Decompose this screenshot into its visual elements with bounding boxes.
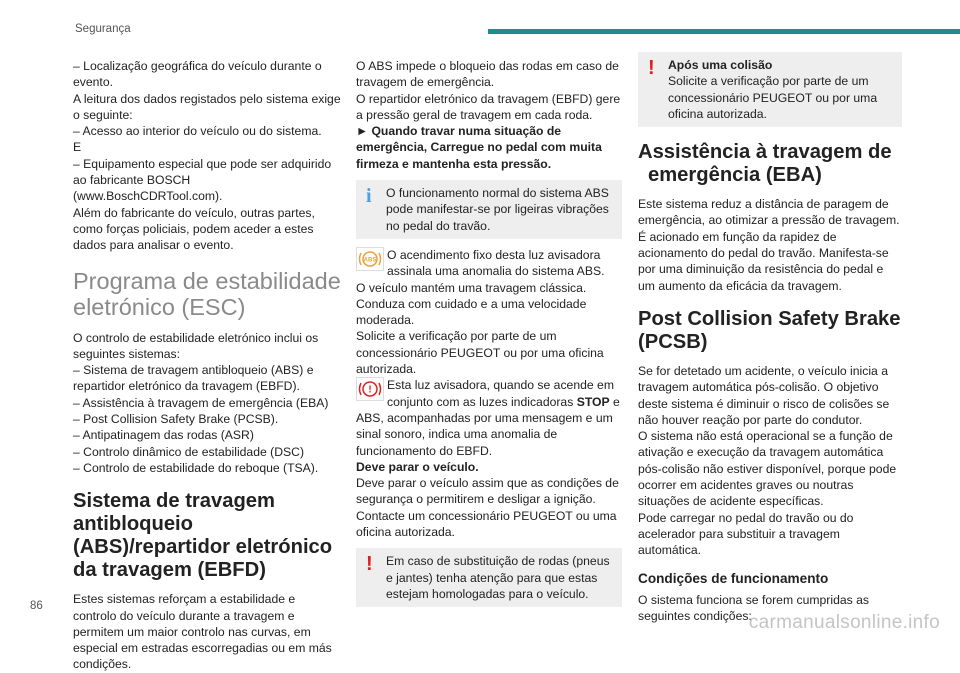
paragraph: Além do fabricante do veículo, outras partes, como forças policiais, podem aceder a estes dados para analisar o evento. bbox=[73, 205, 315, 253]
warning-icon: ! bbox=[648, 57, 655, 79]
column-2 bbox=[356, 58, 622, 615]
abs-lamp-block bbox=[356, 247, 622, 280]
paragraph: A leitura dos dados registados pelo sistema exige o seguinte: bbox=[73, 91, 341, 122]
abs-lamp-text: O acendimento fixo desta luz avisadora assinala uma anomalia do sistema ABS. bbox=[387, 247, 605, 279]
brake-lamp-text-b: e ABS, acompanhadas por uma mensagem e um sinal sonoro, indica uma anomalia de funcionamento do EBFD. bbox=[356, 394, 620, 458]
column-1 bbox=[73, 58, 341, 673]
warning-box bbox=[356, 548, 622, 607]
paragraph: O sistema não está operacional se a função de ativação e execução da travagem automática pós-colisão não estiver disponível, porque pode ocorrer em acidentes graves ou noutras situações de acidente específicas. bbox=[638, 429, 897, 509]
page-number: 86 bbox=[30, 600, 43, 612]
emergency-instruction: ► Quando travar numa situação de emergência, Carregue no pedal com muita firmeza e mantenha esta pressão. bbox=[356, 124, 602, 171]
paragraph: Pode carregar no pedal do travão ou do acelerador para substituir a travagem automática. bbox=[638, 510, 854, 558]
info-box-text: O funcionamento normal do sistema ABS pode manifestar-se por ligeiras vibrações no pedal do travão. bbox=[386, 186, 609, 233]
paragraph: E bbox=[73, 140, 82, 155]
paragraph: Solicite a verificação por parte de um concessionário PEUGEOT ou por uma oficina autorizada. bbox=[356, 329, 604, 377]
watermark: carmanualsonline.info bbox=[748, 612, 940, 633]
paragraph: – Equipamento especial que pode ser adquirido ao fabricante BOSCH (www.BoschCDRTool.com). bbox=[73, 156, 332, 204]
paragraph: – Localização geográfica do veículo durante o evento. bbox=[73, 59, 322, 90]
list-item: – Post Collision Safety Brake (PCSB). bbox=[73, 412, 279, 427]
warning-box-text: Solicite a verificação por parte de um concessionário PEUGEOT ou por uma oficina autorizada. bbox=[668, 74, 878, 121]
info-box bbox=[356, 180, 622, 239]
warning-title: Após uma colisão bbox=[668, 58, 773, 72]
conditions-heading: Condições de funcionamento bbox=[638, 570, 829, 586]
header-accent-bar bbox=[488, 29, 960, 34]
collision-warning-box bbox=[638, 52, 902, 127]
paragraph: Estes sistemas reforçam a estabilidade e controlo do veículo durante a travagem e permitem um maior controlo nas curvas, em especial em estradas escorregadias ou em más condições. bbox=[73, 592, 332, 672]
section-header: Segurança bbox=[75, 23, 131, 35]
list-item: – Antipatinagem das rodas (ASR) bbox=[73, 428, 254, 443]
paragraph: O repartidor eletrónico da travagem (EBFD) gere a pressão geral de travagem em cada roda. bbox=[356, 91, 621, 122]
pcsb-heading: Post Collision Safety Brake (PCSB) bbox=[638, 307, 901, 353]
paragraph: O ABS impede o bloqueio das rodas em caso de travagem de emergência. bbox=[356, 59, 619, 90]
paragraph: – Acesso ao interior do veículo ou do sistema. bbox=[73, 124, 322, 139]
paragraph: Deve parar o veículo assim que as condições de segurança o permitirem e desligar a ignição. bbox=[356, 476, 619, 507]
warning-icon: ! bbox=[366, 553, 373, 576]
list-item: – Controlo de estabilidade do reboque (TSA). bbox=[73, 460, 319, 475]
svg-text:!: ! bbox=[368, 384, 372, 396]
info-icon: i bbox=[366, 185, 372, 208]
paragraph: Contacte um concessionário PEUGEOT ou uma oficina autorizada. bbox=[356, 508, 617, 540]
paragraph: Este sistema reduz a distância de paragem de emergência, ao otimizar a pressão de travagem. bbox=[638, 197, 900, 228]
abs-warning-lamp-icon bbox=[356, 247, 384, 271]
column-3 bbox=[638, 58, 902, 624]
list-item: – Assistência à travagem de emergência (EBA) bbox=[73, 395, 329, 410]
list-item: – Sistema de travagem antibloqueio (ABS) e repartidor eletrónico da travagem (EBFD). bbox=[73, 363, 314, 394]
brake-lamp-block bbox=[356, 377, 622, 458]
stop-indicator-label: STOP bbox=[576, 394, 610, 409]
brake-warning-lamp-icon bbox=[356, 377, 384, 401]
eba-heading: Assistência à travagem de emergência (EBA) bbox=[638, 141, 892, 187]
esc-heading: Programa de estabilidade eletrónico (ESC) bbox=[73, 267, 341, 320]
paragraph: É acionado em função da rapidez de acionamento do pedal do travão. Manifesta-se por uma diminuição da resistência do pedal e um aumento da eficácia da travagem. bbox=[638, 229, 889, 293]
paragraph: O veículo mantém uma travagem clássica. Conduza com cuidado e a uma velocidade moderada. bbox=[356, 280, 587, 328]
svg-text:ABS: ABS bbox=[363, 257, 377, 264]
paragraph: Se for detetado um acidente, o veículo inicia a travagem automática pós-colisão. O objetivo deste sistema é diminuir o risco de colisões se não houver reação por parte do condutor. bbox=[638, 363, 890, 427]
stop-instruction: Deve parar o veículo. bbox=[356, 459, 479, 474]
abs-heading: Sistema de travagem antibloqueio (ABS)/repartidor eletrónico da travagem (EBFD) bbox=[73, 490, 333, 582]
paragraph: O controlo de estabilidade eletrónico inclui os seguintes sistemas: bbox=[73, 330, 319, 361]
warning-box-text: Em caso de substituição de rodas (pneus e jantes) tenha atenção para que estas estejam homologadas para o veículo. bbox=[386, 554, 610, 601]
list-item: – Controlo dinâmico de estabilidade (DSC) bbox=[73, 444, 305, 459]
brake-lamp-text-a: Esta luz avisadora, quando se acende em conjunto com as luzes indicadoras bbox=[387, 378, 614, 409]
paragraph: O sistema funciona se forem cumpridas as seguintes condições: bbox=[638, 592, 869, 624]
